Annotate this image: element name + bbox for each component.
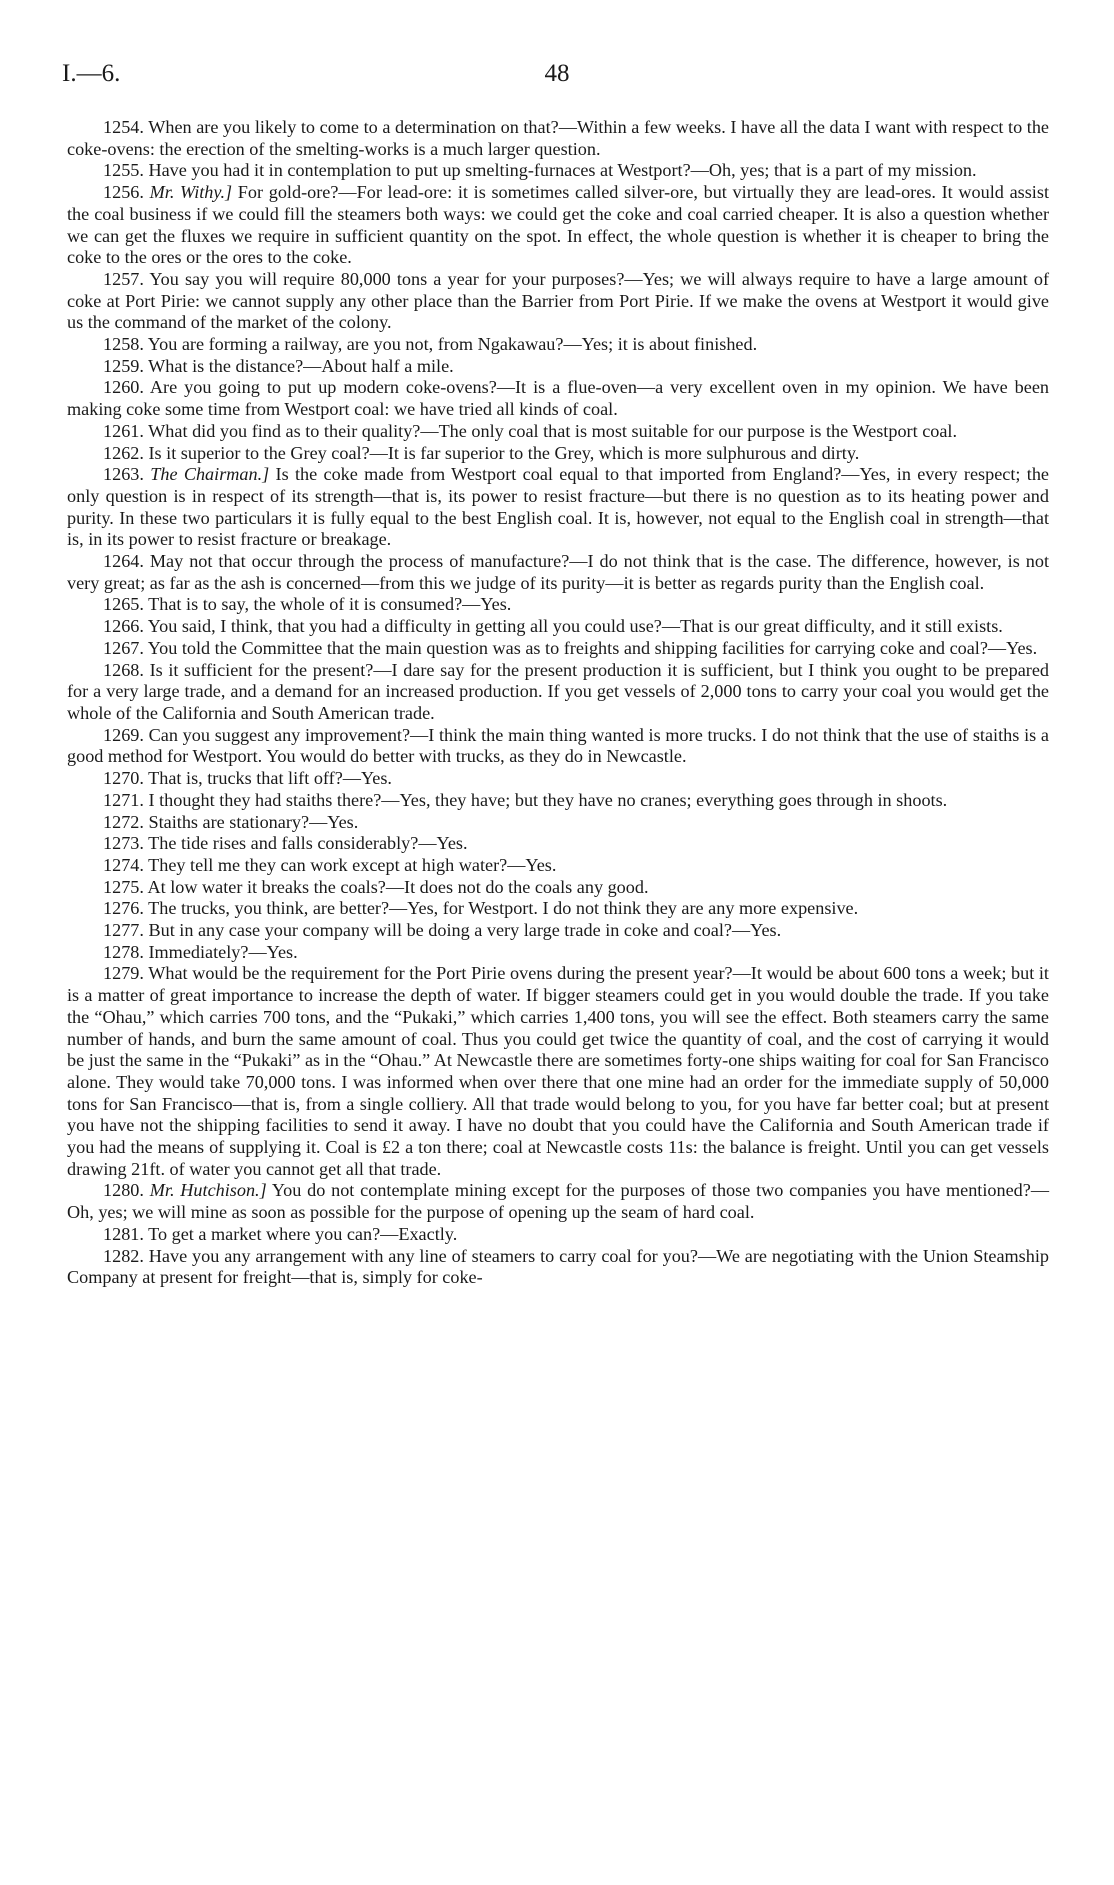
question-number: 1257. <box>103 268 144 289</box>
question-number: 1255. <box>103 160 144 181</box>
question-number: 1268. <box>103 659 144 680</box>
evidence-paragraph <box>67 725 1049 768</box>
question-number: 1256. <box>103 182 144 203</box>
paragraph-text: But in any case your company will be doing a very large trade in coke and coal?—Yes. <box>148 920 782 941</box>
paragraph-text: Is the coke made from Westport coal equal to that imported from England?—Yes, in every respect; the only question is in respect of its strength—that is, its power to resist fracture—but there is no question as to its heating power and purity. In these two particulars it is fully equal to the best English coal. It is, however, not equal to the English coal in strength—that is, in its power to resist fracture or breakage. <box>67 464 1050 550</box>
evidence-paragraph <box>67 768 1049 790</box>
evidence-paragraph <box>67 855 1049 877</box>
paragraph-text: I thought they had staiths there?—Yes, they have; but they have no cranes; everything goes through in shoots. <box>148 789 948 810</box>
evidence-paragraph <box>67 117 1049 160</box>
evidence-paragraph <box>67 877 1049 899</box>
evidence-paragraph <box>67 334 1049 356</box>
paragraph-text: Immediately?—Yes. <box>148 941 298 962</box>
question-number: 1275. <box>103 876 144 897</box>
paragraph-text: May not that occur through the process of manufacture?—I do not think that is the case. The difference, however, is not very great; as far as the ash is concerned—from this we judge of its purity—it is better as regards purity than the English coal. <box>67 551 1050 593</box>
question-number: 1266. <box>103 616 144 637</box>
paragraph-text: You said, I think, that you had a difficulty in getting all you could use?—That is our great difficulty, and it still exists. <box>147 616 1003 637</box>
evidence-paragraph <box>67 942 1049 964</box>
paragraph-text: That is, trucks that lift off?—Yes. <box>148 768 392 789</box>
evidence-paragraph <box>67 464 1049 551</box>
evidence-paragraph <box>67 594 1049 616</box>
question-number: 1272. <box>103 811 144 832</box>
speaker-name: The Chairman.] <box>150 464 270 485</box>
evidence-paragraph <box>67 833 1049 855</box>
paragraph-text: The trucks, you think, are better?—Yes, for Westport. I do not think they are any more expensive. <box>148 898 859 919</box>
question-number: 1269. <box>103 724 144 745</box>
paragraph-text: What did you find as to their quality?—The only coal that is most suitable for our purpose is the Westport coal. <box>148 420 958 441</box>
question-number: 1254. <box>103 117 144 137</box>
page-header <box>62 60 1052 100</box>
question-number: 1280. <box>103 1180 144 1201</box>
paragraph-text: At low water it breaks the coals?—It does not do the coals any good. <box>147 876 649 897</box>
evidence-paragraph <box>67 660 1049 725</box>
evidence-paragraph <box>67 377 1049 420</box>
evidence-paragraph <box>67 898 1049 920</box>
question-number: 1261. <box>103 420 144 441</box>
question-number: 1279. <box>103 963 144 984</box>
evidence-paragraph <box>67 963 1049 1180</box>
question-number: 1260. <box>103 377 144 398</box>
paragraph-text: Have you had it in contemplation to put up smelting-furnaces at Westport?—Oh, yes; that is a part of my mission. <box>148 160 977 181</box>
question-number: 1264. <box>103 551 144 572</box>
paragraph-text: Is it sufficient for the present?—I dare say for the present production it is sufficient, but I think you ought to be prepared for a very large trade, and a demand for an increased production. If you get vessels of 2,000 tons to carry your coal you would get the whole of the California and South American trade. <box>67 659 1049 723</box>
paragraph-text: Can you suggest any improvement?—I think the main thing wanted is more trucks. I do not think that the use of staiths is a good method for Westport. You would do better with trucks, as they do in Newcastle. <box>67 724 1049 767</box>
question-number: 1259. <box>103 355 144 376</box>
paragraph-text: You do not contemplate mining except for the purposes of those two companies you have mentioned?—Oh, yes; we will mine as soon as possible for the purpose of opening up the seam of hard coal. <box>67 1180 1050 1223</box>
question-number: 1273. <box>103 833 144 854</box>
evidence-paragraph <box>67 920 1049 942</box>
paragraph-text: For gold-ore?—For lead-ore: it is sometimes called silver-ore, but virtually they are lead-ores. It would assist the coal business if we could fill the steamers both ways: we could get the coke and coal carried cheaper. It is also a question whether we can get the fluxes we require in sufficient quantity on the spot. In effect, the whole question is whether it is cheaper to bring the coke to the ores or the ores to the coke. <box>67 182 1049 268</box>
question-number: 1270. <box>103 768 144 789</box>
page-number: 48 <box>544 60 570 87</box>
paragraph-text: Staiths are stationary?—Yes. <box>148 811 359 832</box>
evidence-paragraph <box>67 269 1049 334</box>
evidence-paragraph <box>67 182 1049 269</box>
question-number: 1281. <box>103 1223 144 1244</box>
paragraph-text: Are you going to put up modern coke-ovens?—It is a flue-oven—a very excellent oven in my opinion. We have been making coke some time from Westport coal: we have tried all kinds of coal. <box>67 377 1049 420</box>
question-number: 1274. <box>103 854 144 875</box>
evidence-paragraph <box>67 443 1049 465</box>
paragraph-text: You say you will require 80,000 tons a year for your purposes?—Yes; we will always require to have a large amount of coke at Port Pirie: we cannot supply any other place than the Barrier from Port Pirie. If we make the ovens at Westport it would give us the command of the market of the colony. <box>67 268 1049 333</box>
evidence-text <box>67 117 1049 1289</box>
paragraph-text: To get a market where you can?—Exactly. <box>148 1223 458 1244</box>
speaker-name: Mr. Hutchison.] <box>149 1180 267 1201</box>
evidence-paragraph <box>67 616 1049 638</box>
evidence-paragraph <box>67 790 1049 812</box>
paragraph-text: That is to say, the whole of it is consumed?—Yes. <box>148 594 512 615</box>
paragraph-text: When are you likely to come to a determination on that?—Within a few weeks. I have all the data I want with respect to the coke-ovens: the erection of the smelting-works is a much larger question. <box>67 117 1049 159</box>
evidence-paragraph <box>67 638 1049 660</box>
paragraph-text: Is it superior to the Grey coal?—It is far superior to the Grey, which is more sulphurous and dirty. <box>148 442 860 463</box>
question-number: 1276. <box>103 898 144 919</box>
paragraph-text: Have you any arrangement with any line of steamers to carry coal for you?—We are negotiating with the Union Steamship Company at present for freight—that is, simply for coke- <box>67 1245 1050 1288</box>
evidence-paragraph <box>67 421 1049 443</box>
question-number: 1263. <box>103 464 144 485</box>
evidence-paragraph <box>67 160 1049 182</box>
paragraph-text: What would be the requirement for the Port Pirie ovens during the present year?—It would be about 600 tons a week; but it is a matter of great importance to increase the depth of water. If bigger steamers could get in you would double the trade. If you take the “Ohau,” which carries 700 tons, and the “Pukaki,” which carries 1,400 tons, you will see the effect. Both steamers carry the same number of hands, and burn the same amount of coal. Thus you could get twice the quantity of coal, and the cost of carrying it would be just the same in the “Pukaki” as in the “Ohau.” At Newcastle there are sometimes forty-one ships waiting for coal for San Francisco alone. They would take 70,000 tons. I was informed when over there that one mine had an order for the immediate supply of 50,000 tons for San Francisco—that is, from a single colliery. All that trade would belong to you, for you have far better coal; but at present you have not the shipping facilities to send it away. I have no doubt that you could have the California and South American trade if you had the means of supplying it. Coal is £2 a ton there; coal at Newcastle costs 11s: the balance is freight. Until you can get vessels drawing 21ft. of water you cannot get all that trade. <box>67 963 1049 1179</box>
document-reference: I.—6. <box>62 60 121 87</box>
question-number: 1282. <box>103 1245 144 1266</box>
question-number: 1277. <box>103 920 144 941</box>
evidence-paragraph <box>67 1180 1049 1223</box>
paragraph-text: They tell me they can work except at high water?—Yes. <box>148 854 557 875</box>
question-number: 1262. <box>103 442 144 463</box>
question-number: 1271. <box>103 789 144 810</box>
evidence-paragraph <box>67 812 1049 834</box>
evidence-paragraph <box>67 1224 1049 1246</box>
evidence-paragraph <box>67 356 1049 378</box>
paragraph-text: The tide rises and falls considerably?—Yes. <box>148 833 468 854</box>
evidence-paragraph <box>67 551 1049 594</box>
paragraph-text: You told the Committee that the main question was as to freights and shipping facilities for carrying coke and coal?—Yes. <box>147 637 1038 658</box>
question-number: 1258. <box>103 334 144 355</box>
evidence-paragraph <box>67 1246 1049 1289</box>
speaker-name: Mr. Withy.] <box>149 182 233 203</box>
question-number: 1265. <box>103 594 144 615</box>
question-number: 1267. <box>103 637 144 658</box>
paragraph-text: What is the distance?—About half a mile. <box>148 355 454 376</box>
question-number: 1278. <box>103 941 144 962</box>
paragraph-text: You are forming a railway, are you not, from Ngakawau?—Yes; it is about finished. <box>147 334 758 355</box>
